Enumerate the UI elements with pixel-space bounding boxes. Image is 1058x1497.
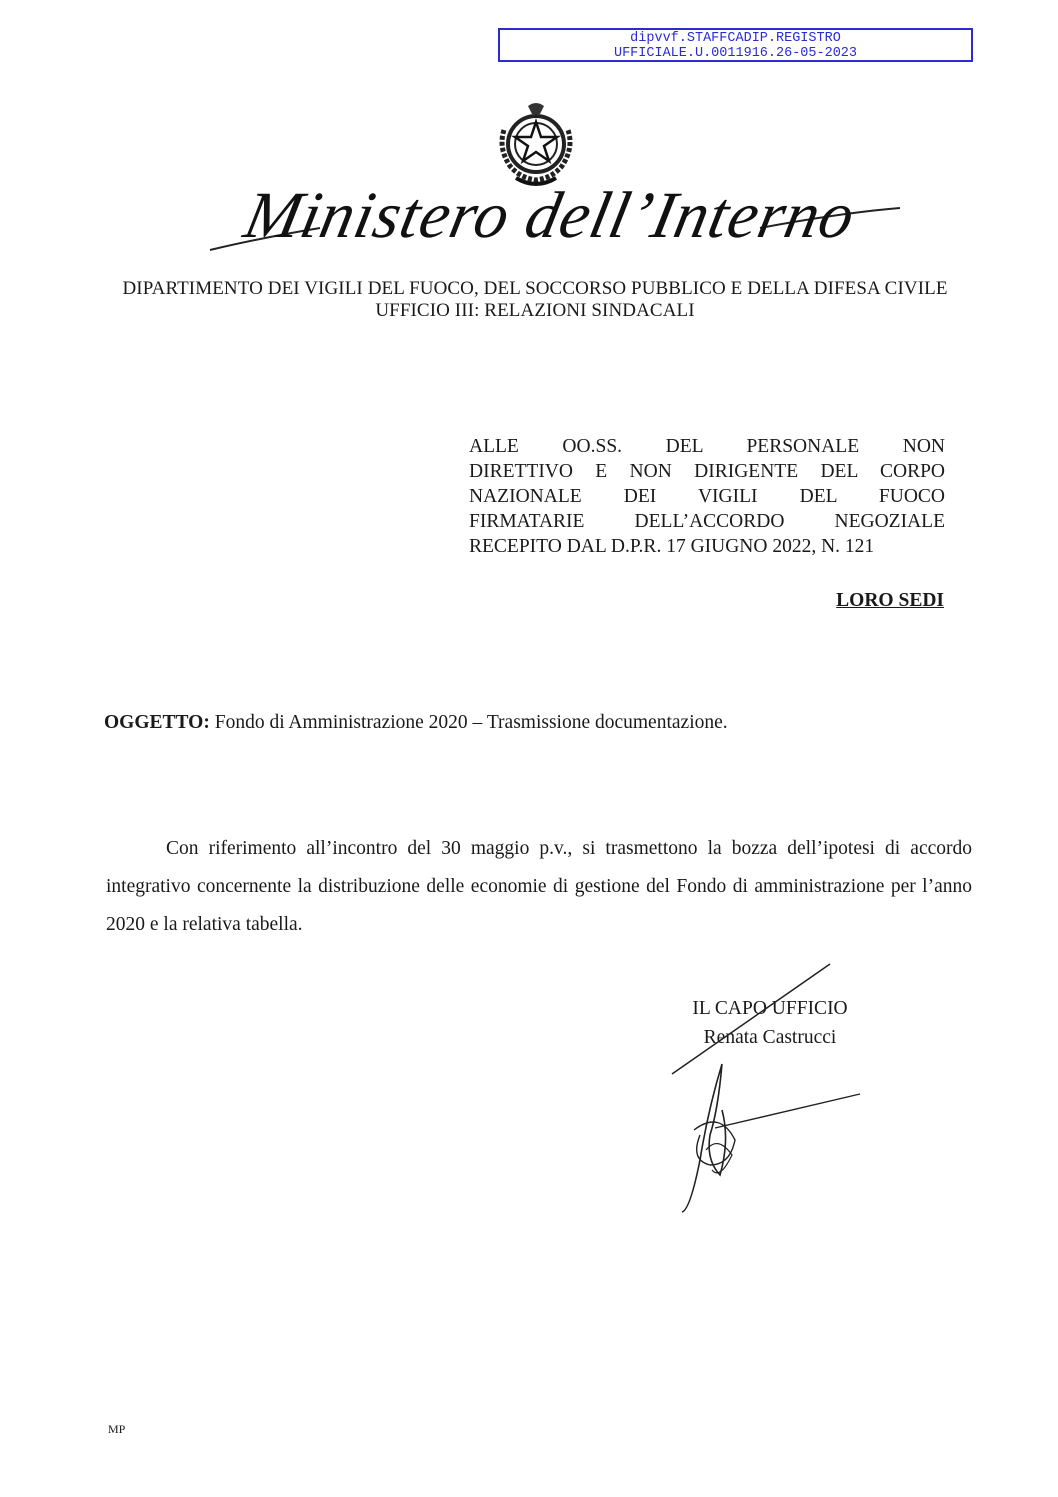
recipients-block bbox=[469, 434, 945, 559]
loro-sedi: LORO SEDI bbox=[836, 590, 944, 611]
recipient-line: FIRMATARIE DELL’ACCORDO NEGOZIALE bbox=[469, 511, 945, 532]
signer-title: IL CAPO UFFICIO bbox=[692, 998, 848, 1019]
subject-text: Fondo di Amministrazione 2020 – Trasmissione documentazione. bbox=[214, 712, 728, 733]
recipient-line: RECEPITO DAL D.P.R. 17 GIUGNO 2022, N. 121 bbox=[469, 536, 875, 557]
subject-label: OGGETTO: bbox=[104, 712, 210, 733]
handwritten-signature-icon bbox=[660, 960, 880, 1220]
ministry-logotype bbox=[200, 168, 900, 268]
protocol-stamp bbox=[498, 28, 973, 62]
signer-name: Renata Castrucci bbox=[703, 1027, 837, 1048]
body-text: Con riferimento all’incontro del 30 maggio p.v., si trasmettono la bozza dell’ipotesi di accordo integrativo concernente la distribuzione delle economie di gestione del Fondo di amministrazione per l’anno 2020 e la relativa tabella. bbox=[106, 838, 972, 935]
subject-line bbox=[104, 712, 964, 734]
protocol-line-1: dipvvf.STAFFCADIP.REGISTRO bbox=[630, 31, 841, 46]
recipient-line: NAZIONALE DEI VIGILI DEL FUOCO bbox=[469, 486, 945, 507]
recipient-line: ALLE OO.SS. DEL PERSONALE NON bbox=[469, 436, 945, 457]
office-name: UFFICIO III: RELAZIONI SINDACALI bbox=[375, 300, 695, 321]
department-name: DIPARTIMENTO DEI VIGILI DEL FUOCO, DEL SOCCORSO PUBBLICO E DELLA DIFESA CIVILE bbox=[122, 278, 948, 299]
body-paragraph bbox=[106, 830, 972, 944]
recipient-line: DIRETTIVO E NON DIRIGENTE DEL CORPO bbox=[469, 461, 945, 482]
ministry-name: Ministero dell’Interno bbox=[238, 179, 862, 252]
protocol-line-2: UFFICIALE.U.0011916.26-05-2023 bbox=[613, 46, 858, 61]
department-heading bbox=[60, 278, 1010, 322]
author-initials: MP bbox=[108, 1422, 126, 1436]
